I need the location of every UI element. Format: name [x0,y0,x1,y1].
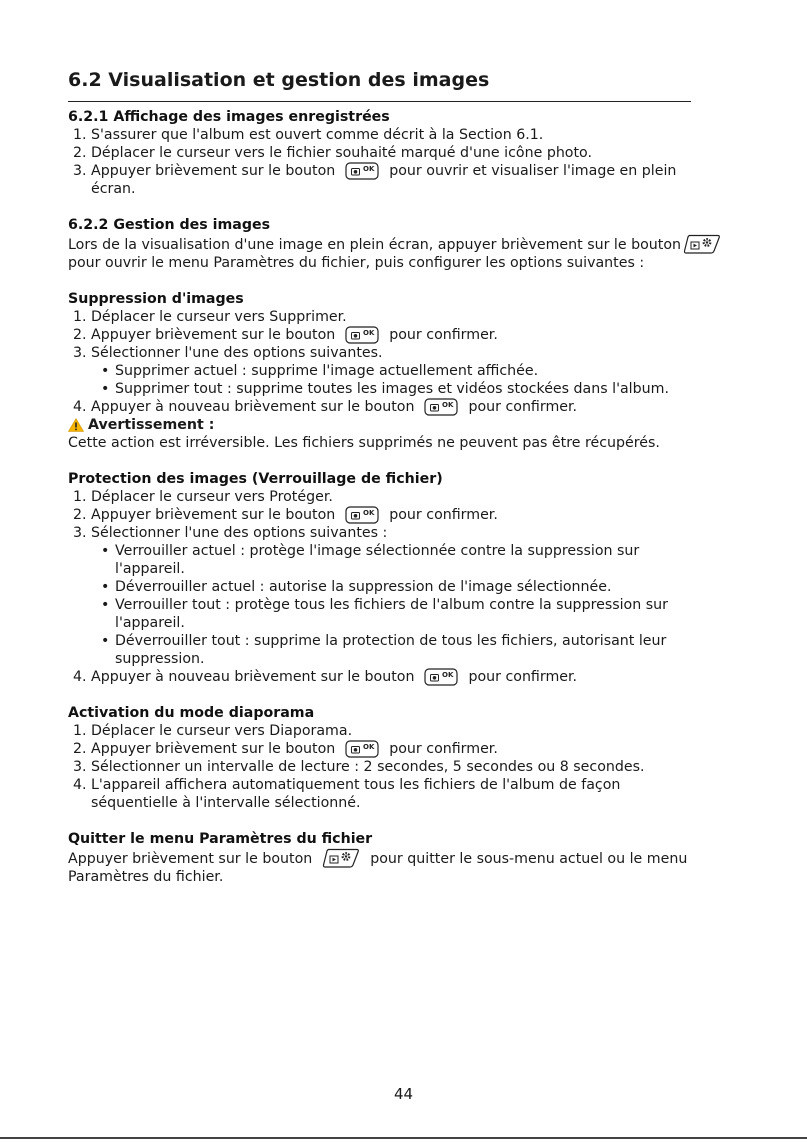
list-item: 3. Sélectionner un intervalle de lecture : 2 secondes, 5 secondes ou 8 secondes. [73,759,645,775]
bullet-continuation: l'appareil. [115,615,185,631]
section-title-gestion: 6.2.2 Gestion des images [68,217,271,233]
camera-ok-button-icon [424,668,458,686]
list-item: 4. Appuyer à nouveau brièvement sur le bouton pour confirmer. [73,399,578,415]
list-item: 1. S'assurer que l'album est ouvert comme décrit à la Section 6.1. [73,127,544,143]
camera-ok-button-icon [345,740,379,758]
list-item: 3. Sélectionner l'une des options suivantes : [73,525,388,541]
subsection-title-diaporama: Activation du mode diaporama [68,705,315,721]
subsection-title-protection: Protection des images (Verrouillage de fichier) [68,471,443,487]
bullet-item: • Verrouiller actuel : protège l'image sélectionnée contre la suppression sur [101,543,640,559]
paragraph: Lors de la visualisation d'une image en plein écran, appuyer brièvement sur le bouton [68,234,718,254]
subsection-title-quitter: Quitter le menu Paramètres du fichier [68,831,373,847]
list-item: 4. Appuyer à nouveau brièvement sur le bouton pour confirmer. [73,669,578,685]
list-item: 2. Appuyer brièvement sur le bouton pour confirmer. [73,327,498,343]
subsection-title-suppression: Suppression d'images [68,291,244,307]
playback-settings-button-icon [322,848,360,868]
bullet-item: • Supprimer actuel : supprime l'image actuellement affichée. [101,363,539,379]
bullet-continuation: l'appareil. [115,561,185,577]
bullet-item: • Déverrouiller tout : supprime la protection de tous les fichiers, autorisant leur [101,633,667,649]
camera-ok-button-icon [345,326,379,344]
bullet-item: • Supprimer tout : supprime toutes les images et vidéos stockées dans l'album. [101,381,669,397]
bullet-continuation: suppression. [115,651,205,667]
camera-ok-button-icon [345,162,379,180]
footer-divider [0,1137,807,1139]
list-item: 1. Déplacer le curseur vers Protéger. [73,489,333,505]
list-item: 3. Appuyer brièvement sur le bouton pour ouvrir et visualiser l'image en plein [73,163,677,179]
paragraph: Appuyer brièvement sur le bouton pour quitter le sous-menu actuel ou le menu [68,848,718,868]
list-item-continuation: écran. [91,181,136,197]
list-item: 2. Appuyer brièvement sur le bouton pour confirmer. [73,507,498,523]
list-item: 4. L'appareil affichera automatiquement tous les fichiers de l'album de façon [73,777,621,793]
list-item: 1. Déplacer le curseur vers Supprimer. [73,309,347,325]
warning-text: Cette action est irréversible. Les fichiers supprimés ne peuvent pas être récupérés. [68,435,660,451]
paragraph: pour ouvrir le menu Paramètres du fichier, puis configurer les options suivantes : [68,255,645,271]
heading-divider [68,101,691,102]
list-item: 2. Déplacer le curseur vers le fichier souhaité marqué d'une icône photo. [73,145,592,161]
warning-icon [68,418,84,432]
paragraph: Paramètres du fichier. [68,869,224,885]
list-item: 1. Déplacer le curseur vers Diaporama. [73,723,353,739]
bullet-item: • Verrouiller tout : protège tous les fichiers de l'album contre la suppression sur [101,597,668,613]
warning-label: Avertissement : [68,416,718,434]
bullet-item: • Déverrouiller actuel : autorise la suppression de l'image sélectionnée. [101,579,612,595]
camera-ok-button-icon [345,506,379,524]
page-number: 44 [393,1085,414,1103]
section-title-affichage: 6.2.1 Affichage des images enregistrées [68,109,390,125]
camera-ok-button-icon [424,398,458,416]
list-item: 2. Appuyer brièvement sur le bouton pour confirmer. [73,741,498,757]
page-heading: 6.2 Visualisation et gestion des images [68,69,490,91]
list-item-continuation: séquentielle à l'intervalle sélectionné. [91,795,361,811]
list-item: 3. Sélectionner l'une des options suivantes. [73,345,383,361]
playback-settings-button-icon [683,234,721,254]
